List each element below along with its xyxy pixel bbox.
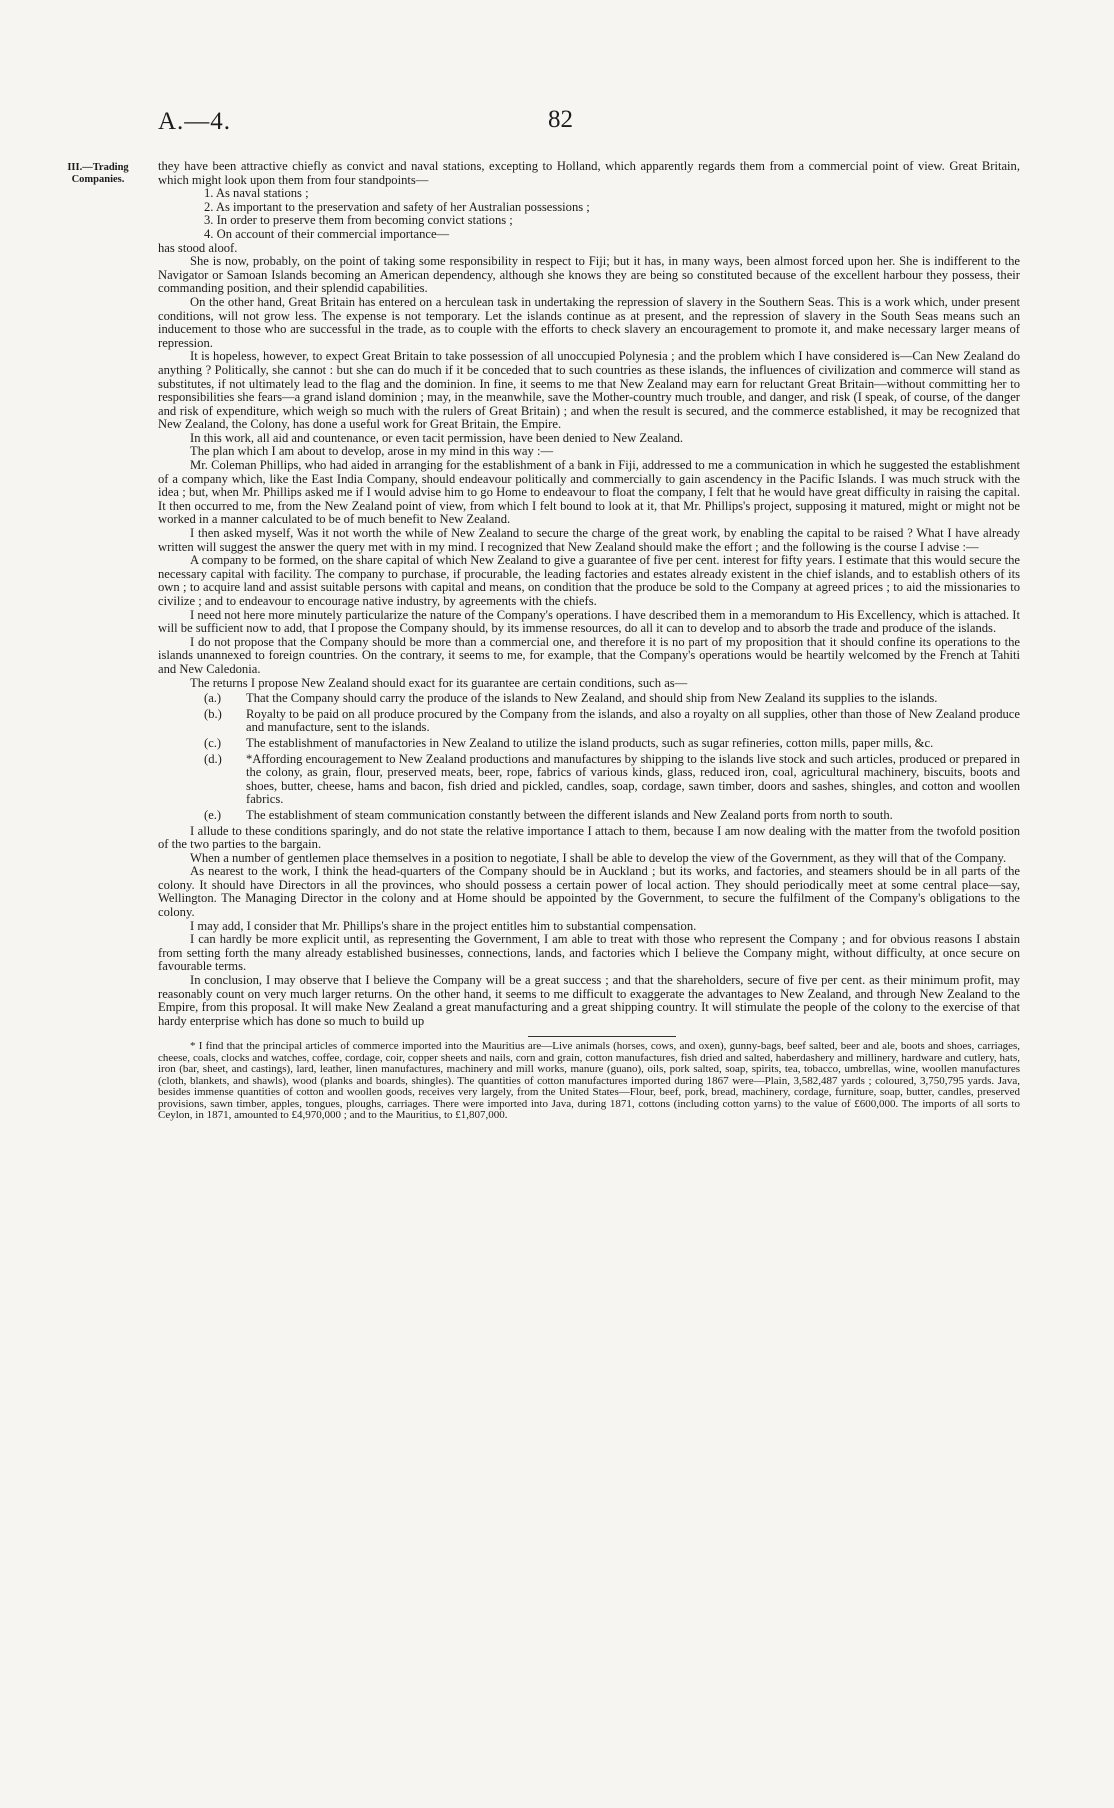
- footnote: * I find that the principal articles of commerce imported into the Mauritius are—Live animals (horses, cows, and oxen), gunny-bags, beef salted, beer and ale, boots and shoes, carriages, cheese, coals, clocks and watches, coffee, cordage, coir, copper sheets and nails, corn and grain, cotton manufactures, fish dried and salted, haberdashery and millinery, hardware and cutlery, hats, iron (bar, sheet, and castings), lard, leather, linen manufactures, machinery and mill works, manure (guano), oils, pork salted, soap, spirits, tea, tobacco, umbrellas, wine, woollen manufactures (cloth, blankets, and shawls), wood (planks and boards, shingles). The quantities of cotton manufactures imported during 1867 were—Plain, 3,582,487 yards ; coloured, 3,750,795 yards. Java, besides immense quantities of cotton and woollen goods, receives very largely, from the United States—Flour, beef, pork, bread, machinery, cordage, furniture, soap, butter, candles, preserved provisions, sawn timber, apples, tongues, ploughs, carriages. There were imported into Java, during 1871, cottons (including cotton yarns) to the value of £600,000. The imports of all sorts to Ceylon, in 1871, amounted to £4,970,000 ; and to the Mauritius, to £1,807,000.: [158, 1040, 1020, 1122]
- condition-item: [158, 692, 1020, 706]
- paragraph: As nearest to the work, I think the head-quarters of the Company should be in Auckland ; but its works, and factories, and steamers should be in all parts of the colony. It should have Directors in all the provinces, who should possess a certain power of local action. They should periodically meet at some central place—say, Wellington. The Managing Director in the colony and at Home should be appointed by the Government, to secure the fulfilment of the Company's obligations to the colony.: [158, 864, 1020, 920]
- intro-paragraph: they have been attractive chiefly as convict and naval stations, excepting to Holland, which apparently regards them from a commercial point of view. Great Britain, which might look upon them from four standpoints—: [158, 159, 1020, 187]
- conditions-list: [158, 692, 1020, 822]
- paragraph: I allude to these conditions sparingly, and do not state the relative importance I attach to them, because I am now dealing with the matter from the twofold position of the two parties to the bargain.: [158, 823, 1020, 852]
- margin-note: III.—Trading Companies.: [67, 162, 129, 185]
- footnote-divider: [528, 1036, 676, 1037]
- condition-item: [158, 753, 1020, 807]
- paragraph: When a number of gentlemen place themselves in a position to negotiate, I shall be able to develop the view of the Government, as they will that of the Company.: [190, 850, 1007, 865]
- paragraph: I do not propose that the Company should be more than a commercial one, and therefore it is no part of my proposition that it should confine its operations to the islands unannexed to foreign countries. On the contrary, it seems to me, for example, that the Company's operations would be heartily welcomed by the French at Tahiti and New Caledonia.: [158, 634, 1020, 676]
- paragraph: In conclusion, I may observe that I believe the Company will be a great success ; and that the shareholders, secure of five per cent. as their minimum profit, may reasonably count on very much larger returns. On the other hand, it seems to me difficult to exaggerate the advantages to New Zealand, and through New Zealand to the Empire, from this proposal. It will make New Zealand a great manufacturing and a great shipping country. It will stimulate the people of the colony to the exercise of that hardy enterprise which has done so much to build up: [158, 973, 1020, 1028]
- page-header: [0, 108, 1114, 148]
- paragraph: On the other hand, Great Britain has entered on a herculean task in undertaking the repression of slavery in the Southern Seas. This is a work which, under present conditions, will not grow less. The expense is not temporary. Let the islands continue as at present, and the repression of slavery in the South Seas means such an inducement to those who are successful in the trade, as to couple with the efforts to check slavery an encouragement to promote it, and make necessary larger means of repression.: [158, 294, 1020, 350]
- paragraph: I then asked myself, Was it not worth the while of New Zealand to secure the charge of the great work, by enabling the capital to be raised ? What I have already written will suggest the answer the query met with in my mind. I recognized that New Zealand should make the effort ; and the following is the course I advise :—: [158, 526, 1020, 554]
- condition-text: Royalty to be paid on all produce procured by the Company from the islands, and also a royalty on all supplies, other than those of New Zealand produce and manufacture, sent to the islands.: [246, 706, 1020, 735]
- condition-item: [158, 737, 1020, 751]
- list-item: 1. As naval stations ;: [204, 186, 309, 201]
- after-list-text: has stood aloof.: [158, 240, 238, 255]
- paragraph: I need not here more minutely particularize the nature of the Company's operations. I have described them in a memorandum to His Excellency, which is attached. It will be sufficient now to add, that I propose the Company should, by its immense resources, do all it can to develop and to absorb the trade and produce of the islands.: [158, 607, 1020, 636]
- paragraph: I may add, I consider that Mr. Phillips's share in the project entitles him to substantial compensation.: [190, 918, 697, 933]
- paragraph: The plan which I am about to develop, arose in my mind in this way :—: [190, 444, 554, 459]
- condition-marker: (e.): [204, 807, 222, 822]
- condition-marker: (c.): [204, 735, 222, 750]
- paragraph: She is now, probably, on the point of taking some responsibility in respect to Fiji; but it has, in many ways, been almost forced upon her. She is indifferent to the Navigator or Samoan Islands becoming an American dependency, although she knows they are being so constituted because of the excellent harbour they possess, their commanding position, and their splendid capabilities.: [158, 254, 1020, 296]
- document-reference: A.—4.: [158, 108, 232, 135]
- paragraph: The returns I propose New Zealand should exact for its guarantee are certain conditions, such as—: [190, 675, 688, 690]
- paragraph: I can hardly be more explicit until, as representing the Government, I am able to treat with those who represent the Company ; and for obvious reasons I abstain from setting forth the many already established businesses, connections, lands, and factories which I believe the Company might, without difficulty, at once secure on favourable terms.: [158, 932, 1020, 974]
- page-number: 82: [548, 106, 573, 133]
- paragraph: It is hopeless, however, to expect Great Britain to take possession of all unoccupied Polynesia ; and the problem which I have considered is—Can New Zealand do anything ? Politically, she cannot : but she can do much if it be conceded that to such countries as these islands, the influences of civilization and commerce will stand as substitutes, if not ultimately lead to the flag and the dominion. In fine, it seems to me that New Zealand may earn for reluctant Great Britain—without committing her to responsibilities she fears—a grand island dominion ; may, in the meanwhile, save the Mother-country much trouble, and danger, and risk (I speak, of course, of the danger and risk of expenditure, which weigh so much with the rulers of Great Britain) ; and when the result is secured, and the commerce established, it may be recognized that New Zealand, the Colony, has done a useful work for Great Britain, the Empire.: [158, 349, 1020, 432]
- paragraph: In this work, all aid and countenance, or even tacit permission, have been denied to New Zealand.: [190, 430, 684, 445]
- condition-item: [158, 708, 1020, 735]
- list-item: 2. As important to the preservation and safety of her Australian possessions ;: [204, 199, 590, 214]
- condition-marker: (b.): [204, 706, 222, 721]
- paragraph: Mr. Coleman Phillips, who had aided in arranging for the establishment of a bank in Fiji, addressed to me a communication in which he suggested the establishment of a company which, like the East India Company, should endeavour politically and commercially to gain ascendency in the Pacific Islands. I was much struck with the idea ; but, when Mr. Phillips asked me if I would advise him to go Home to endeavour to float the company, I felt that he would have great difficulty in raising the capital. It then occurred to me, from the New Zealand point of view, from which I felt bound to look at it, that Mr. Phillips's project, supposing it matured, might or might not be worked in a manner calculated to be of much benefit to New Zealand.: [158, 458, 1020, 527]
- condition-text: That the Company should carry the produce of the islands to New Zealand, and should ship from New Zealand its supplies to the islands.: [246, 691, 938, 706]
- body-text: [158, 160, 1020, 1122]
- condition-item: [158, 809, 1020, 823]
- paragraph: A company to be formed, on the share capital of which New Zealand to give a guarantee of five per cent. interest for fifty years. I estimate that this would secure the necessary capital with facility. The company to purchase, if procurable, the leading factories and estates already existent in the chief islands, and to establish others of its own ; to acquire land and assist suitable persons with capital and means, on condition that the produce be sold to the Company at agreed prices ; to aid the missionaries to civilize ; and to endeavour to encourage native industry, by agreements with the chiefs.: [158, 553, 1020, 608]
- condition-text: The establishment of manufactories in New Zealand to utilize the island products, such as sugar refineries, cotton mills, paper mills, &c.: [246, 735, 934, 750]
- list-item: 3. In order to preserve them from becoming convict stations ;: [204, 213, 513, 228]
- condition-text: The establishment of steam communication constantly between the different islands and New Zealand ports from north to south.: [246, 807, 893, 822]
- condition-marker: (d.): [204, 751, 222, 766]
- standpoints-list: [158, 187, 1020, 241]
- condition-marker: (a.): [204, 691, 222, 706]
- condition-text: *Affording encouragement to New Zealand productions and manufactures by shipping to the islands live stock and such articles, produced or prepared in the colony, as grain, flour, preserved meats, beer, rope, fabrics of various kinds, glass, reduced iron, coal, agricultural machinery, biscuits, boots and shoes, butter, cheese, hams and bacon, fish dried and pickled, candles, soap, cordage, sawn timber, doors and sashes, shingles, and cotton and woollen fabrics.: [246, 751, 1020, 807]
- list-item: 4. On account of their commercial importance—: [204, 226, 450, 241]
